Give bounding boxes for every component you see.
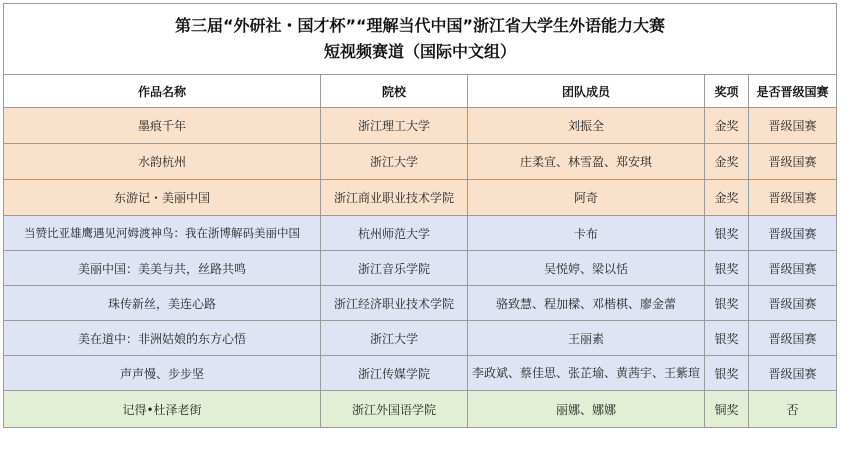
cell-school: 浙江外国语学院 bbox=[321, 391, 468, 428]
cell-advance-national: 晋级国赛 bbox=[749, 286, 837, 321]
table-row bbox=[4, 391, 837, 428]
cell-advance-national: 晋级国赛 bbox=[749, 108, 837, 144]
cell-award: 金奖 bbox=[705, 180, 749, 216]
cell-school: 浙江经济职业技术学院 bbox=[321, 286, 468, 321]
table-row bbox=[4, 321, 837, 356]
cell-award: 银奖 bbox=[705, 356, 749, 391]
table-row bbox=[4, 144, 837, 180]
cell-work-name: 美丽中国：美美与共，丝路共鸣 bbox=[4, 251, 321, 286]
header-row bbox=[4, 75, 837, 108]
cell-work-name: 美在道中：非洲姑娘的东方心悟 bbox=[4, 321, 321, 356]
title-row bbox=[4, 4, 837, 75]
table-row bbox=[4, 286, 837, 321]
table-row bbox=[4, 356, 837, 391]
cell-school: 杭州师范大学 bbox=[321, 216, 468, 251]
cell-school: 浙江大学 bbox=[321, 321, 468, 356]
cell-team-members: 骆致慧、程加樑、邓楷棋、廖金蕾 bbox=[468, 286, 705, 321]
cell-award: 银奖 bbox=[705, 321, 749, 356]
cell-work-name: 东游记・美丽中国 bbox=[4, 180, 321, 216]
cell-team-members: 卡布 bbox=[468, 216, 705, 251]
cell-work-name: 声声慢、步步坚 bbox=[4, 356, 321, 391]
cell-work-name: 珠传新丝，美连心路 bbox=[4, 286, 321, 321]
cell-school: 浙江大学 bbox=[321, 144, 468, 180]
table-title bbox=[4, 4, 837, 75]
cell-advance-national: 晋级国赛 bbox=[749, 180, 837, 216]
table-row bbox=[4, 216, 837, 251]
table-row bbox=[4, 180, 837, 216]
cell-work-name: 水韵杭州 bbox=[4, 144, 321, 180]
cell-team-members: 李政斌、蔡佳思、张芷瑜、黄茜宇、王紫瑄 bbox=[468, 356, 705, 391]
cell-school: 浙江传媒学院 bbox=[321, 356, 468, 391]
title-line-1: 第三届“外研社・国才杯”“理解当代中国”浙江省大学生外语能力大赛 bbox=[174, 16, 666, 35]
header-award: 奖项 bbox=[705, 75, 749, 108]
cell-advance-national: 否 bbox=[749, 391, 837, 428]
table-row bbox=[4, 108, 837, 144]
cell-advance-national: 晋级国赛 bbox=[749, 216, 837, 251]
header-team-members: 团队成员 bbox=[468, 75, 705, 108]
cell-award: 金奖 bbox=[705, 144, 749, 180]
cell-award: 银奖 bbox=[705, 216, 749, 251]
cell-school: 浙江音乐学院 bbox=[321, 251, 468, 286]
cell-award: 金奖 bbox=[705, 108, 749, 144]
cell-school: 浙江商业职业技术学院 bbox=[321, 180, 468, 216]
cell-team-members: 刘振全 bbox=[468, 108, 705, 144]
header-school: 院校 bbox=[321, 75, 468, 108]
cell-award: 银奖 bbox=[705, 286, 749, 321]
cell-award: 银奖 bbox=[705, 251, 749, 286]
results-table bbox=[3, 3, 837, 428]
cell-team-members: 吴悦婷、梁以恬 bbox=[468, 251, 705, 286]
cell-advance-national: 晋级国赛 bbox=[749, 321, 837, 356]
cell-advance-national: 晋级国赛 bbox=[749, 144, 837, 180]
cell-work-name: 墨痕千年 bbox=[4, 108, 321, 144]
cell-team-members: 阿奇 bbox=[468, 180, 705, 216]
title-line-2: 短视频赛道（国际中文组） bbox=[324, 42, 517, 61]
cell-advance-national: 晋级国赛 bbox=[749, 356, 837, 391]
cell-work-name: 当赞比亚雄鹰遇见河姆渡神鸟：我在浙博解码美丽中国 bbox=[4, 216, 321, 251]
table-row bbox=[4, 251, 837, 286]
cell-work-name: 记得•杜泽老街 bbox=[4, 391, 321, 428]
cell-award: 铜奖 bbox=[705, 391, 749, 428]
cell-school: 浙江理工大学 bbox=[321, 108, 468, 144]
header-work-name: 作品名称 bbox=[4, 75, 321, 108]
header-advance-national: 是否晋级国赛 bbox=[749, 75, 837, 108]
cell-team-members: 王丽素 bbox=[468, 321, 705, 356]
cell-advance-national: 晋级国赛 bbox=[749, 251, 837, 286]
cell-team-members: 丽娜、娜娜 bbox=[468, 391, 705, 428]
cell-team-members: 庄柔宣、林雪盈、郑安琪 bbox=[468, 144, 705, 180]
